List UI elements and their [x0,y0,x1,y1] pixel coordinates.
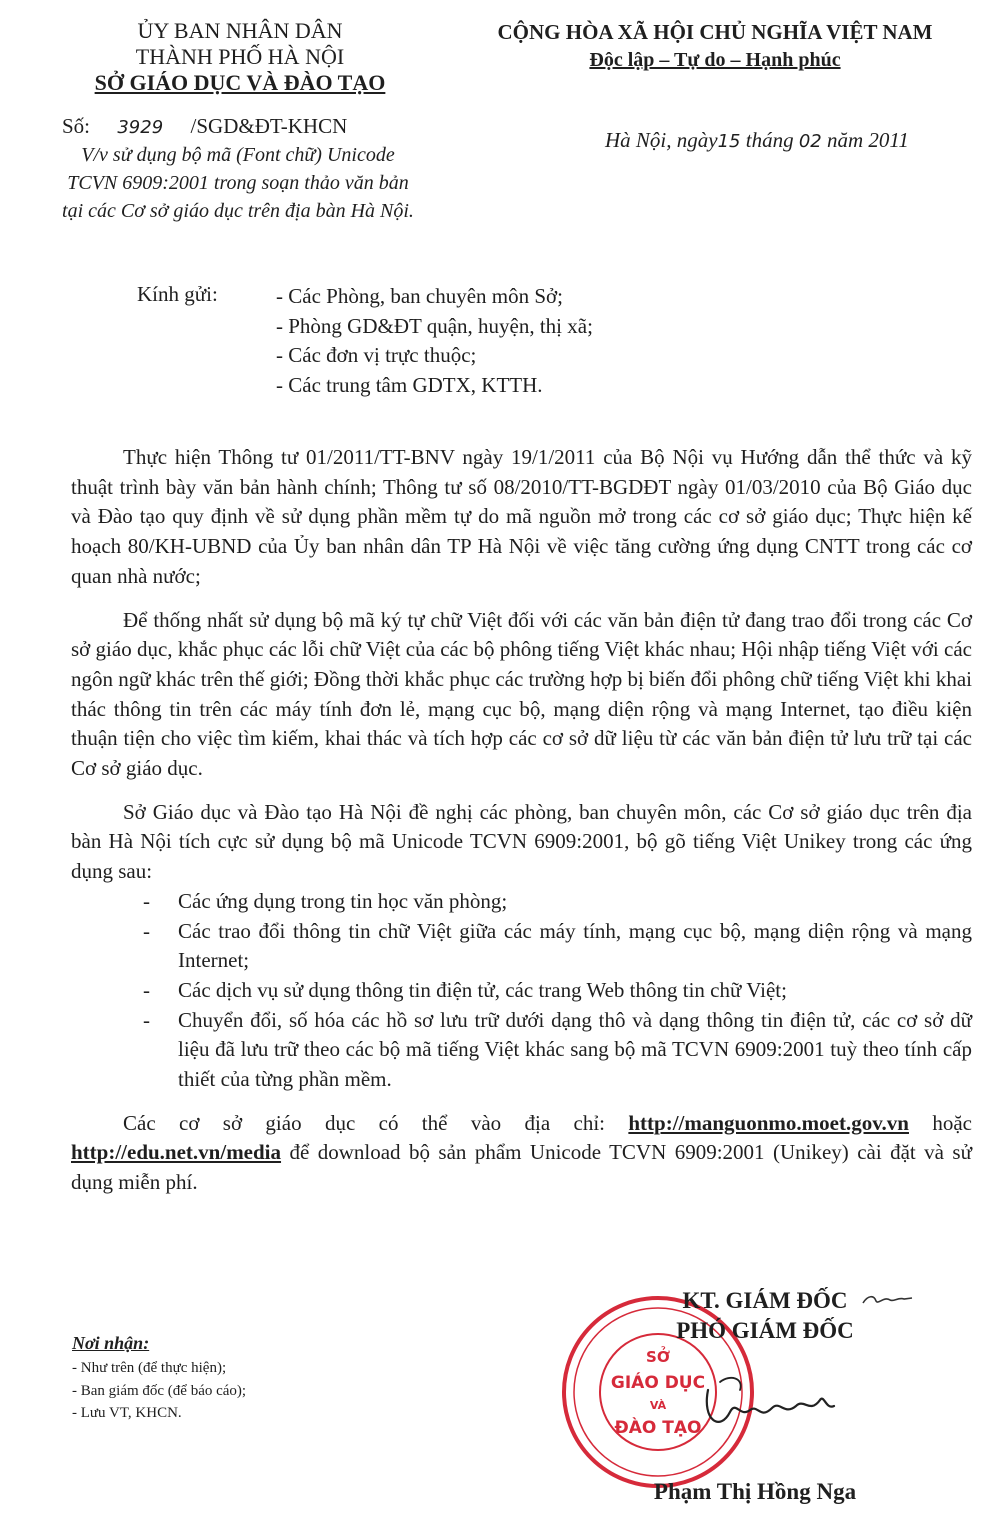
document-body [71,443,972,1212]
issuer-department: SỞ GIÁO DỤC VÀ ĐÀO TẠO [94,70,386,95]
body-paragraph-4 [71,1109,972,1198]
date-day: 15 [717,131,741,152]
application-list-item: - Các dịch vụ sử dụng thông tin điện tử, các trang Web thông tin chữ Việt; [71,976,972,1006]
stamp-line-4: ĐÀO TẠO [614,1418,702,1438]
addressee-item: - Các đơn vị trực thuộc; [276,343,477,367]
signer-name: Phạm Thị Hồng Nga [653,1479,857,1504]
subject-line-1: V/v sử dụng bộ mã (Font chữ) Unicode [81,144,395,166]
subject-line-2: TCVN 6909:2001 trong soạn thảo văn bản [67,172,409,194]
addressee-list [276,282,593,400]
addressee-item: - Các trung tâm GDTX, KTTH. [276,372,543,397]
download-text-after: để download bộ sản phẩm Unicode TCVN 6909:2001 (Unikey) cài đặt và sử dụng miễn phí. [71,1140,972,1195]
national-title: CỘNG HÒA XÃ HỘI CHỦ NGHĨA VIỆT NAM [497,20,933,44]
distribution-title: Nơi nhận: [72,1333,150,1353]
national-header [450,18,980,74]
date-prefix: Hà Nội, ngày [605,128,718,152]
stamp-line-1: SỞ [646,1348,670,1366]
date-month: 02 [798,131,822,152]
stamp-line-3: VÀ [649,1399,667,1412]
application-list-item: - Chuyển đổi, số hóa các hồ sơ lưu trữ dưới dạng thô và dạng thông tin điện tử, các cơ sở dữ liệu đã lưu trữ theo các bộ mã tiếng Việt khác sang bộ mã TCVN 6909:2001 tuỳ theo tính cấp thiết của từng phần mềm. [71,1006,972,1095]
document-number-value: 3929 [117,117,164,138]
document-number-label: Số: [62,114,91,138]
distribution-list [72,1357,246,1425]
issuer-line-2: THÀNH PHỐ HÀ NỘI [135,44,345,69]
document-number [62,114,347,139]
date-year: năm 2011 [821,128,909,152]
national-motto: Độc lập – Tự do – Hạnh phúc [589,49,841,71]
document-number-suffix: /SGD&ĐT-KHCN [190,114,348,138]
date-month-label: tháng [740,128,799,152]
paraph-mark [860,1292,915,1308]
subject-line-3: tại các Cơ sở giáo dục trên địa bàn Hà Nội. [62,200,414,222]
signer-title-1: KT. GIÁM ĐỐC [682,1288,848,1313]
distribution-item: - Ban giám đốc (để báo cáo); [72,1382,247,1399]
application-list-item: - Các ứng dụng trong tin học văn phòng; [71,887,972,917]
manguonmo-link[interactable]: http://manguonmo.moet.gov.vn [628,1110,909,1135]
issuer-line-1: ỦY BAN NHÂN DÂN [137,18,343,43]
addressee-item: - Các Phòng, ban chuyên môn Sở; [276,284,563,308]
distribution-item: - Lưu VT, KHCN. [72,1405,182,1421]
body-paragraph-3: Sở Giáo dục và Đào tạo Hà Nội đề nghị các phòng, ban chuyên môn, các Cơ sở giáo dục trên địa bàn Hà Nội tích cực sử dụng bộ mã Unicode TCVN 6909:2001, bộ gõ tiếng Việt Unikey trong các ứng dụng sau: [71,799,972,884]
edu-net-media-link[interactable]: http://edu.net.vn/media [71,1140,282,1165]
document-date [605,128,909,153]
stamp-line-2: GIÁO DỤC [610,1373,706,1393]
addressee-item: - Phòng GD&ĐT quận, huyện, thị xã; [276,313,593,338]
addressee-label: Kính gửi: [137,282,218,306]
download-text-before: Các cơ sở giáo dục có thể vào địa chỉ: [123,1110,629,1135]
document-subject [18,141,458,225]
body-paragraph-1: Thực hiện Thông tư 01/2011/TT-BNV ngày 19/1/2011 của Bộ Nội vụ Hướng dẫn thể thức và kỹ thuật trình bày văn bản hành chính; Thông tư số 08/2010/TT-BGDĐT ngày 01/03/2010 của Bộ Giáo dục và Đào tạo quy định về sử dụng phần mềm tự do mã nguồn mở trong các cơ sở giáo dục; Thực hiện kế hoạch 80/KH-UBND của Ủy ban nhân dân TP Hà Nội về việc tăng cường ứng dụng CNTT trong các cơ quan nhà nước; [71,445,972,588]
handwritten-signature [700,1370,840,1440]
issuer-header [20,18,460,96]
distribution-item: - Như trên (để thực hiện); [72,1360,227,1376]
signer-title-2: PHÓ GIÁM ĐỐC [676,1318,854,1343]
application-list [71,887,972,1095]
application-list-item: - Các trao đổi thông tin chữ Việt giữa các máy tính, mạng cục bộ, mạng diện rộng và mạng Internet; [71,917,972,976]
download-text-mid: hoặc [908,1110,972,1135]
body-paragraph-2: Để thống nhất sử dụng bộ mã ký tự chữ Việt đối với các văn bản điện tử đang trao đổi trong các Cơ sở giáo dục, khắc phục các lỗi chữ Việt của các bộ phông tiếng Việt khác nhau; Hội nhập tiếng Việt với các ngôn ngữ khác trên thế giới; Đồng thời khắc phục các trường hợp bị biến đổi phông chữ tiếng Việt khi khai thác thông tin trên các máy tính đơn lẻ, mạng cục bộ, mạng diện rộng và mạng Internet, tạo điều kiện thuận tiện cho việc tìm kiếm, khai thác và tích hợp các cơ sở dữ liệu từ các văn bản điện tử lưu trữ tại các Cơ sở giáo dục. [71,607,972,781]
